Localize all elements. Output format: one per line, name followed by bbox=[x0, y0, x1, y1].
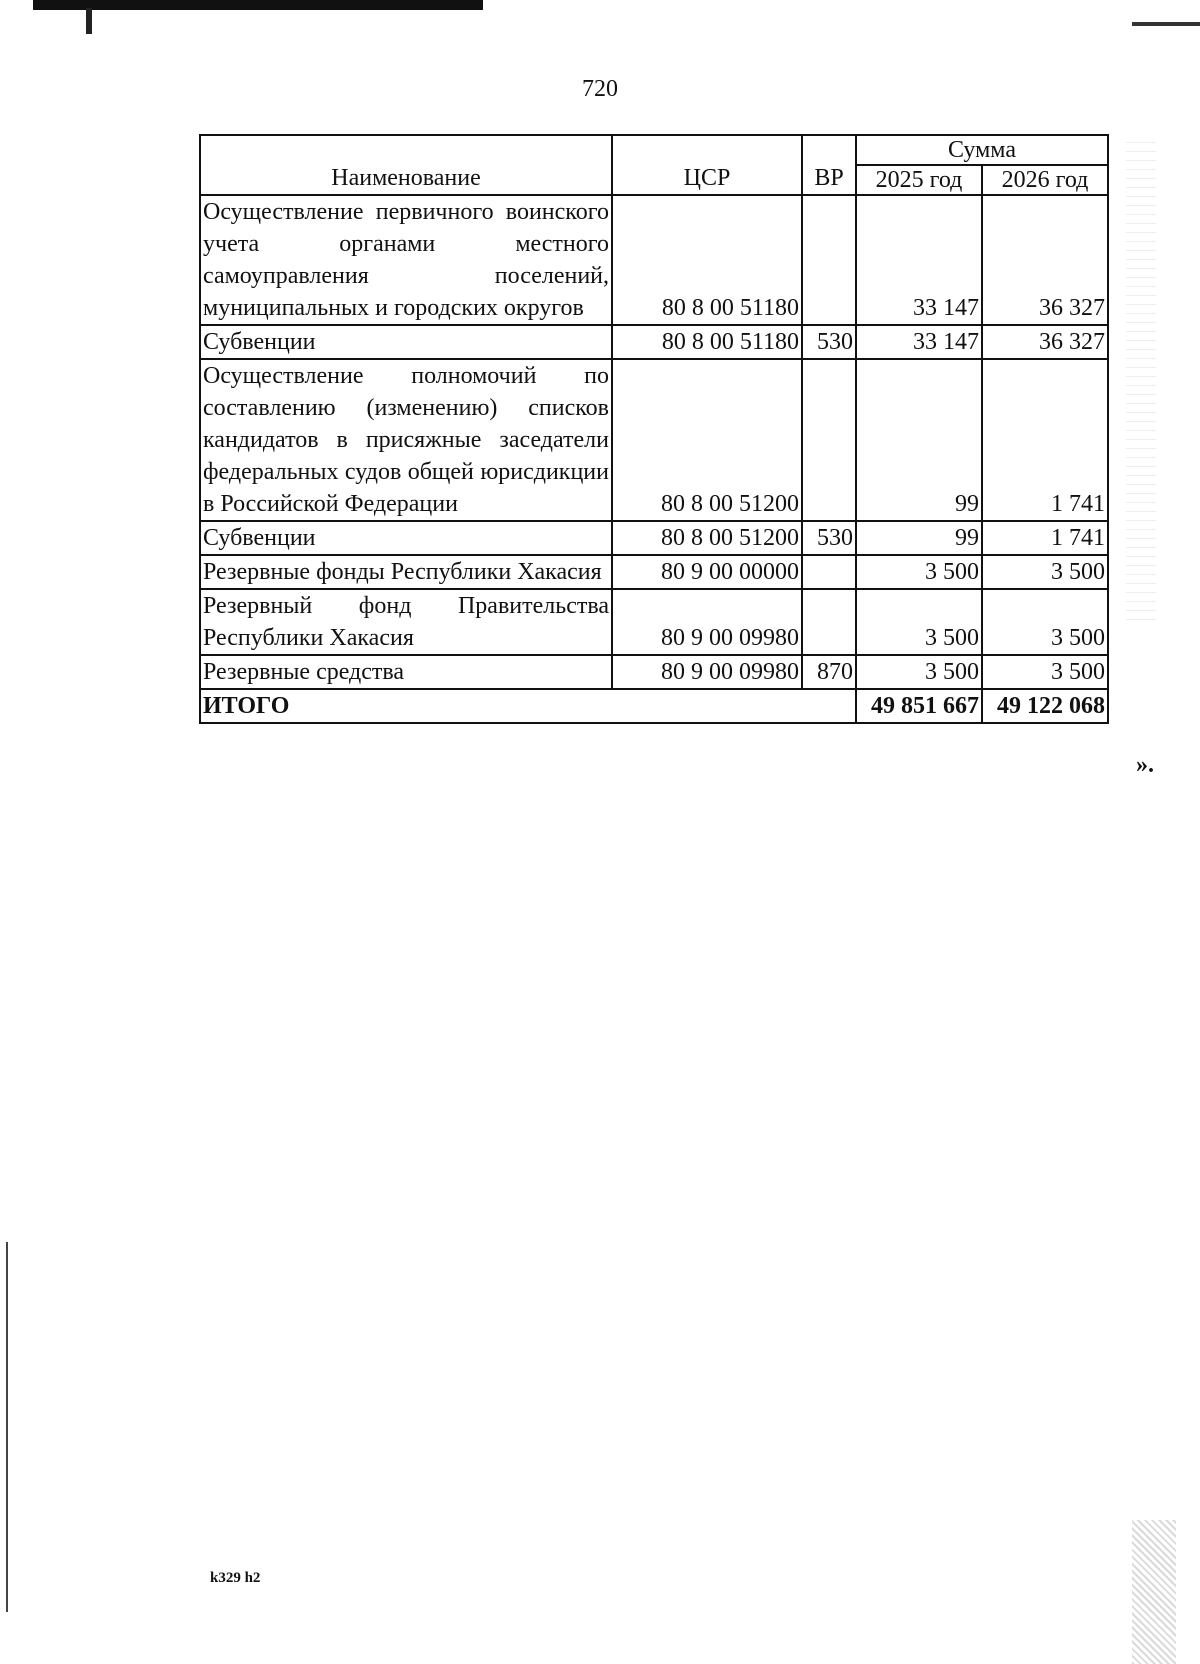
scan-artifact-top-left bbox=[33, 0, 483, 10]
page-number: 720 bbox=[582, 76, 618, 102]
row-vr: 530 bbox=[802, 325, 856, 359]
row-2025: 3 500 bbox=[856, 589, 982, 655]
row-csr: 80 9 00 09980 bbox=[612, 589, 802, 655]
table-row bbox=[200, 589, 1108, 655]
row-2026: 3 500 bbox=[982, 655, 1108, 689]
row-name: Резервные фонды Республики Хакасия bbox=[200, 555, 612, 589]
header-vr: ВР bbox=[802, 135, 856, 195]
header-name: Наименование bbox=[200, 135, 612, 195]
row-vr: 870 bbox=[802, 655, 856, 689]
total-2025: 49 851 667 bbox=[856, 689, 982, 723]
budget-table bbox=[199, 134, 1109, 724]
total-2026: 49 122 068 bbox=[982, 689, 1108, 723]
table-row bbox=[200, 195, 1108, 325]
row-2026: 1 741 bbox=[982, 521, 1108, 555]
row-2026: 36 327 bbox=[982, 195, 1108, 325]
row-vr bbox=[802, 589, 856, 655]
header-sum: Сумма bbox=[856, 135, 1108, 165]
scan-artifact-tick bbox=[86, 8, 92, 34]
row-2026: 3 500 bbox=[982, 589, 1108, 655]
row-csr: 80 8 00 51200 bbox=[612, 521, 802, 555]
row-2025: 33 147 bbox=[856, 195, 982, 325]
row-2025: 99 bbox=[856, 359, 982, 521]
table-row bbox=[200, 359, 1108, 521]
scan-artifact-top-right bbox=[1132, 22, 1200, 26]
row-name: Субвенции bbox=[200, 521, 612, 555]
row-name: Резервный фонд Правительства Республики Хакасия bbox=[200, 589, 612, 655]
header-year-2026: 2026 год bbox=[982, 165, 1108, 195]
row-csr: 80 9 00 00000 bbox=[612, 555, 802, 589]
row-2026: 1 741 bbox=[982, 359, 1108, 521]
row-vr bbox=[802, 195, 856, 325]
table-row bbox=[200, 655, 1108, 689]
header-row bbox=[200, 135, 1108, 165]
row-vr: 530 bbox=[802, 521, 856, 555]
row-vr bbox=[802, 555, 856, 589]
closing-quote-mark: ». bbox=[1136, 752, 1154, 778]
row-csr: 80 8 00 51200 bbox=[612, 359, 802, 521]
header-year-2025: 2025 год bbox=[856, 165, 982, 195]
row-name: Субвенции bbox=[200, 325, 612, 359]
total-label: ИТОГО bbox=[200, 689, 856, 723]
scan-noise-bottom-right bbox=[1132, 1520, 1176, 1664]
scan-noise-margin bbox=[1126, 140, 1156, 620]
table-row bbox=[200, 521, 1108, 555]
row-name: Осуществление первичного воинского учета органами местного самоуправления поселений, муниципальных и городских округов bbox=[200, 195, 612, 325]
table-row bbox=[200, 555, 1108, 589]
row-2026: 36 327 bbox=[982, 325, 1108, 359]
document-code: k329 h2 bbox=[210, 1570, 261, 1586]
row-vr bbox=[802, 359, 856, 521]
row-csr: 80 9 00 09980 bbox=[612, 655, 802, 689]
table-row bbox=[200, 325, 1108, 359]
row-csr: 80 8 00 51180 bbox=[612, 325, 802, 359]
row-2025: 33 147 bbox=[856, 325, 982, 359]
row-name: Резервные средства bbox=[200, 655, 612, 689]
header-csr: ЦСР bbox=[612, 135, 802, 195]
row-2025: 3 500 bbox=[856, 555, 982, 589]
total-row bbox=[200, 689, 1108, 723]
row-csr: 80 8 00 51180 bbox=[612, 195, 802, 325]
scan-artifact-left-line bbox=[6, 1242, 8, 1612]
row-name: Осуществление полномочий по составлению (изменению) списков кандидатов в присяжные заседатели федеральных судов общей юрисдикции в Российской Федерации bbox=[200, 359, 612, 521]
row-2026: 3 500 bbox=[982, 555, 1108, 589]
row-2025: 3 500 bbox=[856, 655, 982, 689]
row-2025: 99 bbox=[856, 521, 982, 555]
